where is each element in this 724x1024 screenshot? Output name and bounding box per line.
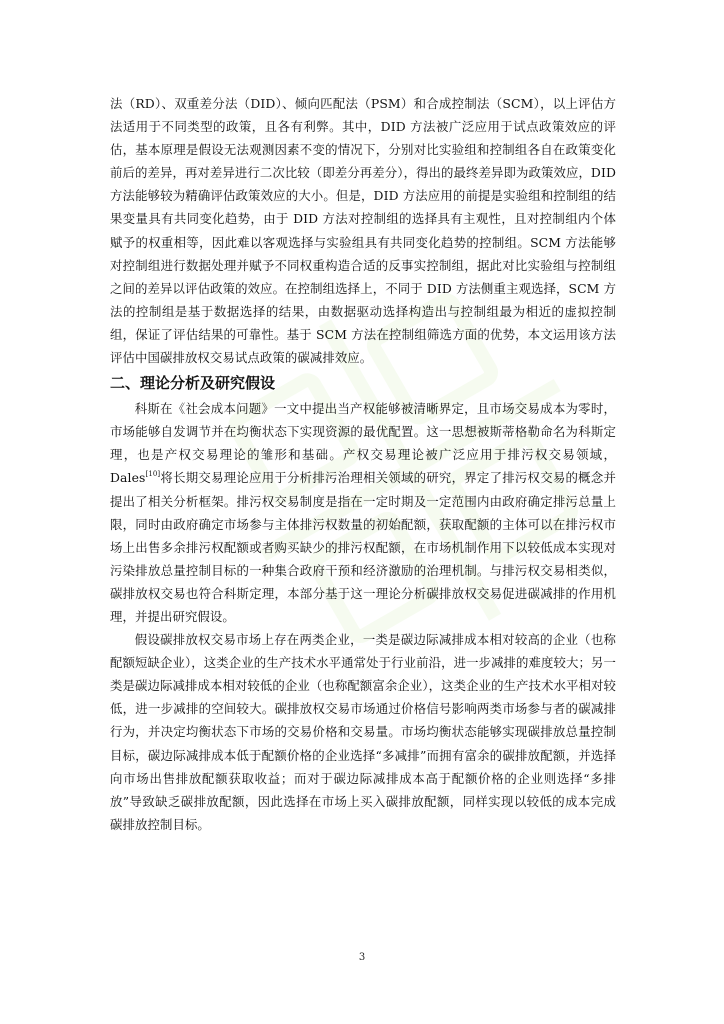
page-number: 3 bbox=[358, 952, 366, 963]
paragraph-coase-text-1: 科斯在《社会成本问题》一文中提出当产权能够被清晰界定，且市场交易成本为零时，市场能够自发调节并在均衡状态下实现资源的最优配置。这一思想被斯蒂格勒命名为科斯定理，也是产权交易理论的雏形和基础。产权交易理论被广泛应用于排污权交易领域，Dales bbox=[110, 401, 616, 486]
page-body bbox=[110, 92, 616, 836]
paragraph-coase bbox=[110, 397, 616, 628]
citation-reference: [10] bbox=[145, 470, 161, 479]
paragraph-coase-text-2: 将长期交易理论应用于分析排污治理相关领域的研究，界定了排污权交易的概念并提出了相关分析框架。排污权交易制度是指在一定时期及一定范围内由政府确定排污总量上限，同时由政府确定市场参与主体排污权数量的初始配额，获取配额的主体可以在排污权市场上出售多余排污权配额或者购买缺少的排污权配额，在市场机制作用下以较低成本实现对污染排放总量控制目标的一种集合政府干预和经济激励的治理机制。与排污权交易相类似，碳排放权交易也符合科斯定理，本部分基于这一理论分析碳排放权交易促进碳减排的作用机理，并提出研究假设。 bbox=[110, 470, 616, 624]
paragraph-methods: 法（RD）、双重差分法（DID）、倾向匹配法（PSM）和合成控制法（SCM），以上评估方法适用于不同类型的政策，且各有利弊。其中，DID 方法被广泛应用于试点政策效应的评估，基本原理是假设无法观测因素不变的情况下，分别对比实验组和控制组各自在政策变化前后的差异，再对差异进行二次比较（即差分再差分），得出的最终差异即为政策效应，DID 方法能够较为精确评估政策效应的大小。但是，DID 方法应用的前提是实验组和控制组的结果变量具有共同变化趋势，由于 DID 方法对控制组的选择具有主观性，且对控制组内个体赋予的权重相等，因此难以客观选择与实验组具有共同变化趋势的控制组。SCM 方法能够对控制组进行数据处理并赋予不同权重构造合适的反事实控制组，据此对比实验组与控制组之间的差异以评估政策的效应。在控制组选择上，不同于 DID 方法侧重主观选择，SCM 方法的控制组是基于数据选择的结果，由数据驱动选择构造出与控制组最为相近的虚拟控制组，保证了评估结果的可靠性。基于 SCM 方法在控制组筛选方面的优势，本文运用该方法评估中国碳排放权交易试点政策的碳减排效应。 bbox=[110, 96, 616, 366]
section-heading: 二、理论分析及研究假设 bbox=[110, 374, 276, 393]
paragraph-hypothesis: 假设碳排放权交易市场上存在两类企业，一类是碳边际减排成本相对较高的企业（也称配额短缺企业），这类企业的生产技术水平通常处于行业前沿，进一步减排的难度较大；另一类是碳边际减排成本相对较低的企业（也称配额富余企业），这类企业的生产技术水平相对较低，进一步减排的空间较大。碳排放权交易市场通过价格信号影响两类市场参与者的碳减排行为，并决定均衡状态下市场的交易价格和交易量。市场均衡状态能够实现碳排放总量控制目标，碳边际减排成本低于配额价格的企业选择“多减排”而拥有富余的碳排放配额，并选择向市场出售排放配额获取收益；而对于碳边际减排成本高于配额价格的企业则选择“多排放”导致缺乏碳排放配额，因此选择在市场上买入碳排放配额，同样实现以较低的成本完成碳排放控制目标。 bbox=[110, 632, 616, 832]
